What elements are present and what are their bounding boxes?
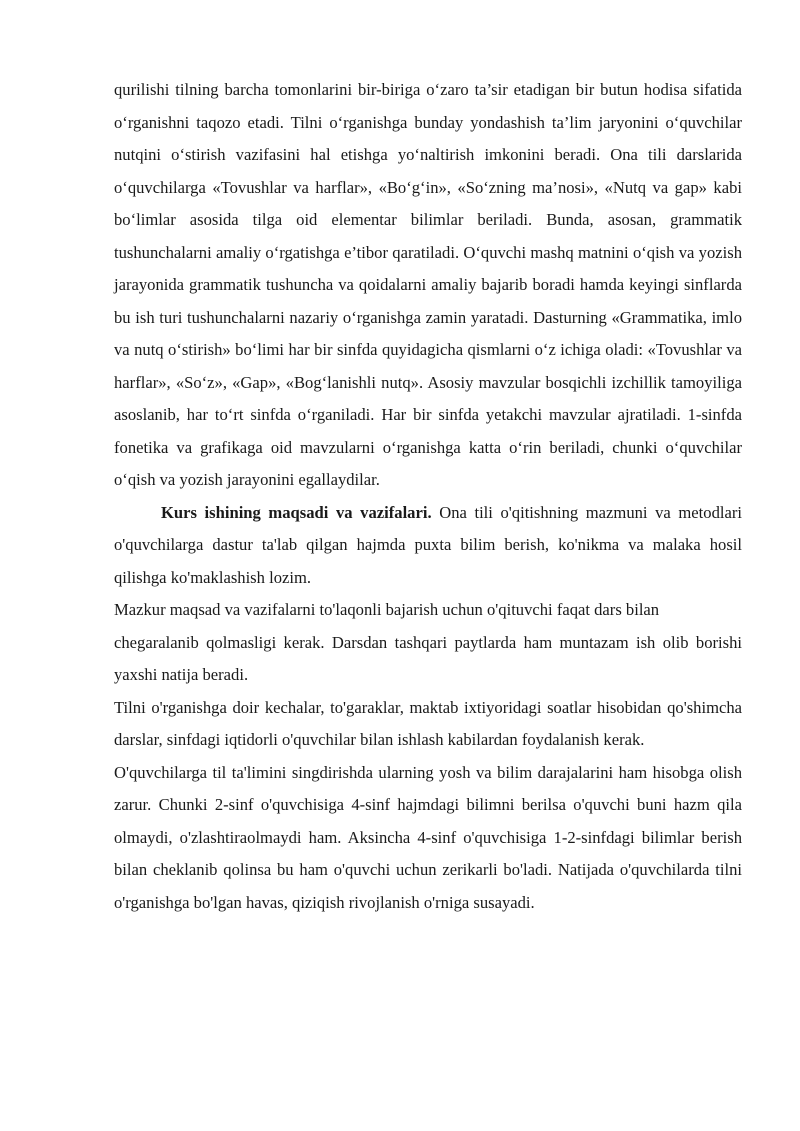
paragraph-course-goals-body: Ona tili o'qitishning mazmuni va metodlari o'quvchilarga dastur ta'lab qilgan hajmda puxta bilim berish, ko'nikma va malaka hosil qilishga ko'maklashish lozim. (114, 502, 742, 587)
paragraph-teacher (114, 594, 742, 692)
section-heading: Kurs ishining maqsadi va vazifalari. (161, 502, 432, 522)
paragraph-age-levels: O'quvchilarga til ta'limini singdirishda ularning yosh va bilim darajalarini ham hisobga olish zarur. Chunki 2-sinf o'quvchisiga 4-sinf hajmdagi bilimni berilsa o'quvchi buni hazm qila olmaydi, o'zlashtiraolmaydi ham. Aksincha 4-sinf o'quvchisiga 1-2-sinfdagi bilimlar berish bilan cheklanib qolinsa bu ham o'quvchi uchun zerikarli bo'ladi. Natijada o'quvchilarda tilni o'rganishga bo'lgan havas, qiziqish rivojlanish o'rniga susayadi. (114, 762, 742, 912)
paragraph-intro: qurilishi tilning barcha tomonlarini bir-biriga o‘zaro ta’sir etadigan bir butun hodisa sifatida o‘rganishni taqozo etadi. Tilni o‘rganishga bunday yondashish ta’lim jaryonini o‘quvchilar nutqini o‘stirish vazifasini hal etishga yo‘naltirish imkonini beradi. Ona tili darslarida o‘quvchilarga «Tovushlar va harflar», «Bo‘g‘in», «So‘zning ma’nosi», «Nutq va gap» kabi bo‘limlar asosida tilga oid elementar bilimlar beriladi. Bunda, asosan, grammatik tushunchalarni amaliy o‘rgatishga e’tibor qaratiladi. O‘quvchi mashq matnini o‘qish va yozish jarayonida grammatik tushuncha va qoidalarni amaliy bajarib boradi hamda keyingi sinflarda bu ish turi tushunchalarni nazariy o‘rganishga zamin yaratadi. Dasturning «Grammatika, imlo va nutq o‘stirish» bo‘limi har bir sinfda quyidagicha qismlarni o‘z ichiga oladi: «Tovushlar va harflar», «So‘z», «Gap», «Bog‘lanishli nutq». Asosiy mavzular bosqichli izchillik tamoyiliga asoslanib, har to‘rt sinfda o‘rganiladi. Har bir sinfda yetakchi mavzular ajratiladi. 1-sinfda fonetika va grafikaga oid mavzularni o‘rganishga katta o‘rin beriladi, chunki o‘quvchilar o‘qish va yozish jarayonini egallaydilar. (114, 80, 742, 489)
document-page (114, 74, 742, 919)
paragraph-extracurricular: Tilni o'rganishga doir kechalar, to'garaklar, maktab ixtiyoridagi soatlar hisobidan qo'shimcha darslar, sinfdagi iqtidorli o'quvchilar bilan ishlash kabilardan foydalanish kerak. (114, 697, 742, 749)
paragraph-teacher-first-line: Mazkur maqsad va vazifalarni to'laqonli bajarish uchun o'qituvchi faqat dars bilan (114, 600, 660, 619)
paragraph-course-goals (114, 497, 742, 595)
paragraph-teacher-rest: chegaralanib qolmasligi kerak. Darsdan tashqari paytlarda ham muntazam ish olib borishi yaxshi natija beradi. (114, 632, 742, 684)
